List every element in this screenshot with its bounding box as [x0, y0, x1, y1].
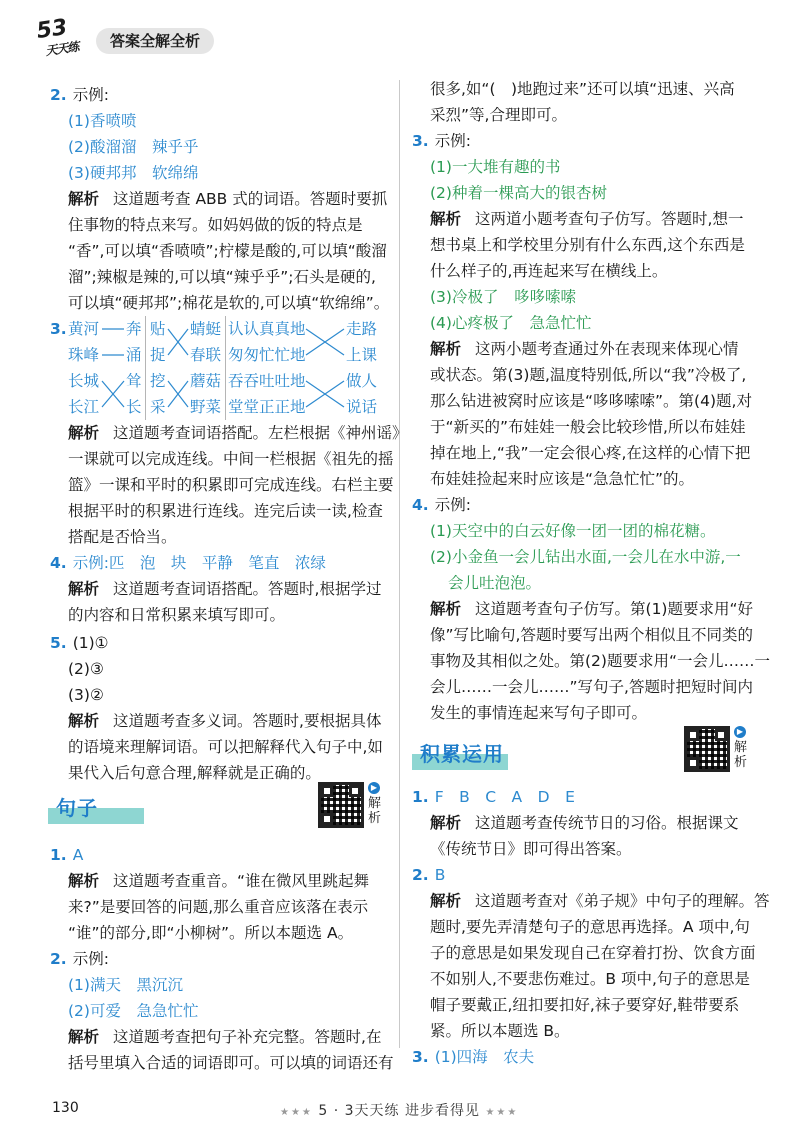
match-left: 珠峰 [68, 346, 100, 364]
analysis-line: 的内容和日常积累来填写即可。 [68, 606, 286, 624]
page-footer [0, 1100, 800, 1124]
match-right: 涌 [126, 346, 142, 364]
qr-label: 解析 [368, 796, 382, 826]
question-3: 3. [50, 320, 67, 338]
analysis-line: 的语境来理解词语。可以把解释代入句子中,如 [68, 738, 383, 756]
match-right: 走路 [346, 320, 378, 338]
analysis-line: 解析 这两小题考查通过外在表现来体现心情 [430, 340, 739, 358]
analysis-line: 不如别人,不要悲伤难过。B 项中,句子的意思是 [430, 970, 750, 988]
analysis-line: “谁”的部分,即“小柳树”。所以本题选 A。 [68, 924, 354, 942]
analysis-line: 想书桌上和学校里分别有什么东西,这个东西是 [430, 236, 745, 254]
analysis-line: 或状态。第(3)题,温度特别低,所以“我”冷极了, [430, 366, 747, 384]
header-title: 答案全解全析 [96, 28, 214, 54]
sentence-question-1: 1. A [50, 846, 84, 864]
match-lines [306, 316, 346, 420]
analysis-line: 解析 这道题考查词语搭配。左栏根据《神州谣》 [68, 424, 408, 442]
analysis-line: 篮》一课和平时的积累即可完成连线。右栏主要 [68, 476, 394, 494]
analysis-line: 一课就可以完成连线。中间一栏根据《祖先的摇 [68, 450, 394, 468]
analysis-line: 果代入后句意合理,解释就是正确的。 [68, 764, 321, 782]
group-separator [145, 316, 146, 420]
match-right: 耸 [126, 372, 142, 390]
analysis-line: 来?”是要回答的问题,那么重音应该落在表示 [68, 898, 369, 916]
match-right: 蘑菇 [190, 372, 222, 390]
question-4: 4. 示例:匹 泡 块 平静 笔直 浓绿 [50, 554, 326, 572]
continued-line: 很多,如“( )地跑过来”还可以填“迅速、兴高 [430, 80, 735, 98]
answer-line: (3)冷极了 哆哆嗦嗦 [430, 288, 576, 306]
continued-line: 采烈”等,合理即可。 [430, 106, 567, 124]
analysis-line: 子的意思是如果发现自己在穿着打扮、饮食方面 [430, 944, 756, 962]
match-right: 春联 [190, 346, 222, 364]
analysis-line: 可以填“硬邦邦”;棉花是软的,可以填“软绵绵”。 [68, 294, 390, 312]
answer-line: (4)心疼极了 急急忙忙 [430, 314, 592, 332]
analysis-line: 事物及其相似之处。第(2)题要求用“一会儿……一 [430, 652, 770, 670]
sentence-question-2: 2. 示例: [50, 950, 109, 968]
match-left: 长城 [68, 372, 100, 390]
section-title-sentences: 句子 [48, 794, 144, 824]
answer-line: (2)酸溜溜 辣乎乎 [68, 138, 199, 156]
analysis-line: 什么样子的,再连起来写在横线上。 [430, 262, 668, 280]
accum-question-1: 1. F B C A D E [412, 788, 575, 806]
analysis-line: 掉在地上,“我”一定会很心疼,在这样的心情下把 [430, 444, 751, 462]
match-right: 说话 [346, 398, 378, 416]
analysis-line: 像”写比喻句,答题时要写出两个相似且不同类的 [430, 626, 753, 644]
qr-code[interactable] [318, 782, 364, 828]
analysis-line: 括号里填入合适的词语即可。可以填的词语还有 [68, 1054, 394, 1072]
analysis-line: 发生的事情连起来写句子即可。 [430, 704, 648, 722]
play-icon: ▶ [734, 726, 746, 738]
question-2: 2. 示例: [50, 86, 109, 104]
analysis-line: 帽子要戴正,纽扣要扣好,袜子要穿好,鞋带要系 [430, 996, 740, 1014]
analysis-line: 解析 这道题考查词语搭配。答题时,根据学过 [68, 580, 382, 598]
match-right: 蜻蜓 [190, 320, 222, 338]
analysis-line: 解析 这道题考查多义词。答题时,要根据具体 [68, 712, 382, 730]
analysis-line: 会儿……一会儿……”写句子,答题时把短时间内 [430, 678, 753, 696]
page-number: 130 [52, 1100, 79, 1116]
answer-line: (2)③ [68, 660, 104, 678]
analysis-line: 住事物的特点来写。如妈妈做的饭的特点是 [68, 216, 363, 234]
match-left: 堂堂正正地 [228, 398, 306, 416]
match-left: 捉 [150, 346, 166, 364]
column-divider [399, 80, 400, 1048]
page-header [35, 14, 298, 62]
answer-line: (1)一大堆有趣的书 [430, 158, 561, 176]
accum-question-3: 3. (1)四海 农夫 [412, 1048, 535, 1066]
question-3-right: 3. 示例: [412, 132, 471, 150]
answer-line: (1)天空中的白云好像一团一团的棉花糖。 [430, 522, 716, 540]
qr-label: 解析 [734, 740, 748, 770]
match-left: 认认真真地 [228, 320, 306, 338]
match-lines [102, 316, 126, 420]
match-left: 挖 [150, 372, 166, 390]
analysis-line: 题时,要先弄清楚句子的意思再选择。A 项中,句 [430, 918, 750, 936]
analysis-line: 解析 这两道小题考查句子仿写。答题时,想一 [430, 210, 744, 228]
analysis-line: 那么钻进被窝时应该是“哆哆嗦嗦”。第(4)题,对 [430, 392, 752, 410]
analysis-line: 解析 这道题考查对《弟子规》中句子的理解。答 [430, 892, 770, 910]
analysis-line: 《传统节日》即可得出答案。 [430, 840, 632, 858]
analysis-line: 解析 这道题考查把句子补充完整。答题时,在 [68, 1028, 382, 1046]
match-left: 采 [150, 398, 166, 416]
analysis-line: 解析 这道题考查传统节日的习俗。根据课文 [430, 814, 739, 832]
play-icon: ▶ [368, 782, 380, 794]
answer-line: (1)香喷喷 [68, 112, 137, 130]
match-lines [168, 316, 190, 420]
match-left: 贴 [150, 320, 166, 338]
match-right: 野菜 [190, 398, 222, 416]
analysis-line: 紧。所以本题选 B。 [430, 1022, 570, 1040]
qr-code[interactable] [684, 726, 730, 772]
match-right: 奔 [126, 320, 142, 338]
match-left: 匆匆忙忙地 [228, 346, 306, 364]
analysis-line: “香”,可以填“香喷喷”;柠檬是酸的,可以填“酸溜 [68, 242, 387, 260]
answer-line: (3)硬邦邦 软绵绵 [68, 164, 199, 182]
match-left: 黄河 [68, 320, 100, 338]
question-4-right: 4. 示例: [412, 496, 471, 514]
answer-line: (2)种着一棵高大的银杏树 [430, 184, 607, 202]
match-right: 长 [126, 398, 142, 416]
analysis-line: 解析 这道题考查句子仿写。第(1)题要求用“好 [430, 600, 754, 618]
group-separator [225, 316, 226, 420]
match-right: 做人 [346, 372, 378, 390]
footer-slogan: ★★★ 5 · 3天天练 进步看得见 ★★★ [280, 1103, 519, 1119]
analysis-line: 布娃娃捡起来时应该是“急急忙忙”的。 [430, 470, 695, 488]
match-left: 长江 [68, 398, 100, 416]
answer-line: (2)小金鱼一会儿钻出水面,一会儿在水中游,一 [430, 548, 741, 566]
analysis-line: 于“新买的”布娃娃一般会比较珍惜,所以布娃娃 [430, 418, 746, 436]
accum-question-2: 2. B [412, 866, 446, 884]
answer-line: 会儿吐泡泡。 [448, 574, 542, 592]
analysis-line: 根据平时的积累进行连线。连完后读一读,检查 [68, 502, 383, 520]
analysis-line: 解析 这道题考查重音。“谁在微风里跳起舞 [68, 872, 370, 890]
answer-line: (2)可爱 急急忙忙 [68, 1002, 199, 1020]
analysis-line: 搭配是否恰当。 [68, 528, 177, 546]
match-left: 吞吞吐吐地 [228, 372, 306, 390]
match-right: 上课 [346, 346, 378, 364]
brand-logo: 53 天天练 [35, 14, 80, 59]
analysis-line: 溜”;辣椒是辣的,可以填“辣乎乎”;石头是硬的, [68, 268, 376, 286]
analysis-line: 解析 这道题考查 ABB 式的词语。答题时要抓 [68, 190, 388, 208]
answer-line: (1)满天 黑沉沉 [68, 976, 183, 994]
answer-line: (3)② [68, 686, 104, 704]
question-5: 5. (1)① [50, 634, 109, 652]
section-title-accumulation: 积累运用 [412, 740, 508, 770]
